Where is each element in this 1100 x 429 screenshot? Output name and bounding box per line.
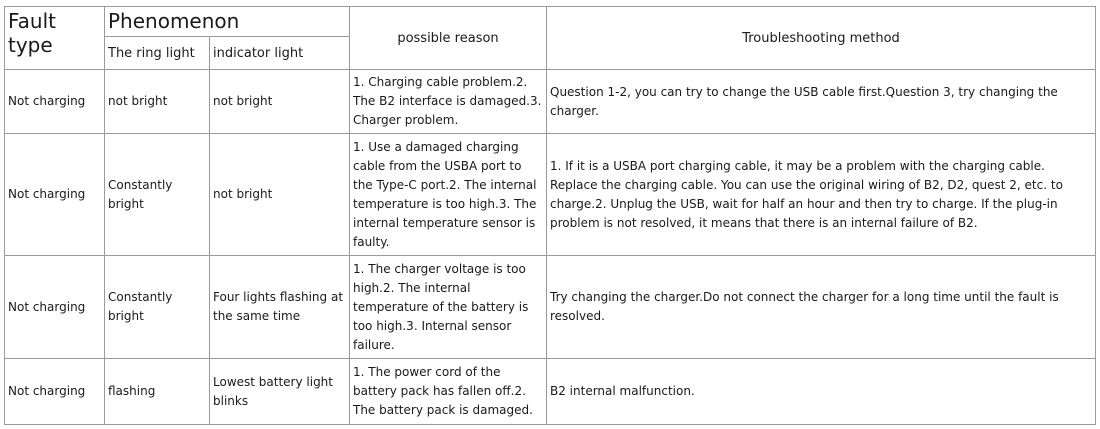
table-row xyxy=(5,359,1096,425)
fault-type-cell: Not charging xyxy=(5,134,105,256)
troubleshooting-method-cell: B2 internal malfunction. xyxy=(547,359,1096,425)
possible-reason-cell: 1. The power cord of the battery pack has fallen off.2. The battery pack is damaged. xyxy=(350,359,547,425)
ring-light-cell: flashing xyxy=(105,359,210,425)
ring-light-cell: not bright xyxy=(105,70,210,134)
fault-type-cell: Not charging xyxy=(5,359,105,425)
possible-reason-cell: 1. Charging cable problem.2. The B2 interface is damaged.3. Charger problem. xyxy=(350,70,547,134)
header-possible-reason: possible reason xyxy=(350,7,547,70)
header-troubleshooting-method: Troubleshooting method xyxy=(547,7,1096,70)
indicator-light-cell: not bright xyxy=(210,134,350,256)
header-indicator-light: indicator light xyxy=(210,37,350,70)
fault-type-cell: Not charging xyxy=(5,70,105,134)
troubleshooting-method-cell: 1. If it is a USBA port charging cable, it may be a problem with the charging cable. Replace the charging cable. You can use the original wiring of B2, D2, quest 2, etc. to charge.2. Unplug the USB, wait for half an hour and then try to charge. If the plug-in problem is not resolved, it means that there is an internal failure of B2. xyxy=(547,134,1096,256)
table-row xyxy=(5,134,1096,256)
fault-type-cell: Not charging xyxy=(5,256,105,359)
header-phenomenon: Phenomenon xyxy=(105,7,350,37)
indicator-light-cell: not bright xyxy=(210,70,350,134)
possible-reason-cell: 1. Use a damaged charging cable from the USBA port to the Type-C port.2. The internal temperature is too high.3. The internal temperature sensor is faulty. xyxy=(350,134,547,256)
table-row xyxy=(5,256,1096,359)
indicator-light-cell: Lowest battery light blinks xyxy=(210,359,350,425)
ring-light-cell: Constantly bright xyxy=(105,134,210,256)
table-row xyxy=(5,70,1096,134)
indicator-light-cell: Four lights flashing at the same time xyxy=(210,256,350,359)
troubleshooting-table xyxy=(4,6,1096,425)
troubleshooting-method-cell: Try changing the charger.Do not connect the charger for a long time until the fault is resolved. xyxy=(547,256,1096,359)
header-ring-light: The ring light xyxy=(105,37,210,70)
header-fault-type: Fault type xyxy=(5,7,105,70)
troubleshooting-method-cell: Question 1-2, you can try to change the USB cable first.Question 3, try changing the charger. xyxy=(547,70,1096,134)
possible-reason-cell: 1. The charger voltage is too high.2. The internal temperature of the battery is too high.3. Internal sensor failure. xyxy=(350,256,547,359)
ring-light-cell: Constantly bright xyxy=(105,256,210,359)
